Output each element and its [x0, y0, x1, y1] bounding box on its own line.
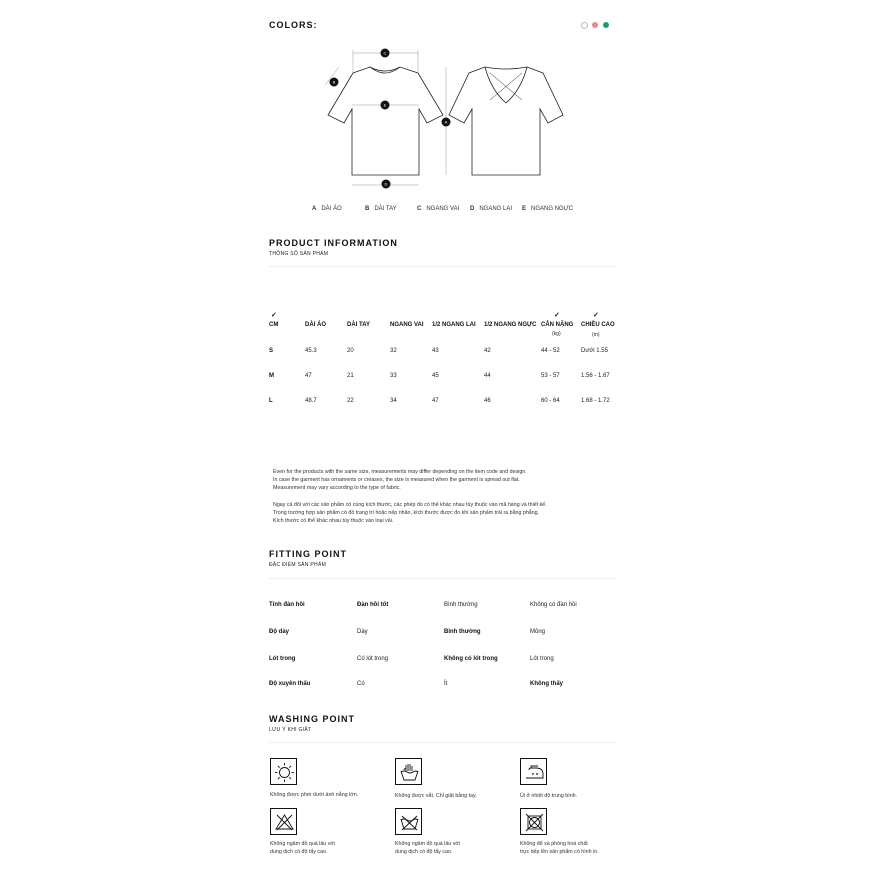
no-chemical-icon [520, 808, 547, 835]
fitting-label: Lót trong [269, 656, 296, 662]
fitting-label: Độ dày [269, 629, 290, 635]
size-label: M [269, 373, 274, 379]
wash-text: Không để xà phòng hoá chất trực tiếp lên sản phẩm có hình in. [520, 841, 599, 855]
marker-e: E [383, 102, 387, 108]
no-sun-dry-icon [270, 758, 297, 785]
front-tshirt [328, 67, 443, 175]
product-info-subtitle: THÔNG SỐ SẢN PHẨM [269, 251, 329, 257]
size-table-header: DÀI ÁO [305, 322, 326, 328]
fitting-option: Ít [444, 681, 448, 687]
size-value: 43 [432, 348, 439, 354]
size-value: 44 - 52 [541, 348, 560, 354]
fitting-subtitle: ĐẶC ĐIỂM SẢN PHẨM [269, 562, 327, 568]
size-value: 34 [390, 398, 397, 404]
back-tshirt [449, 67, 563, 175]
legend-a: A DÀI ÁO [312, 206, 342, 212]
fitting-option-selected: Đàn hồi tốt [357, 602, 389, 608]
color-swatch-white[interactable] [581, 22, 588, 29]
size-value: 60 - 64 [541, 398, 560, 404]
size-table-header: CÂN NẶNG [541, 322, 574, 328]
wash-text: Không được phơi dưới ánh nắng lớn. [270, 792, 359, 798]
color-swatch-pink[interactable] [592, 22, 598, 28]
size-value: 20 [347, 348, 354, 354]
fitting-option: Mỏng [530, 629, 546, 635]
wash-text: Không ngâm đồ quá lâu với dung dịch có độ tẩy cao. [270, 841, 336, 855]
size-value: 53 - 57 [541, 373, 560, 379]
marker-d: D [384, 181, 388, 187]
wash-text: Không được vắt. Chỉ giặt bằng tay. [395, 793, 477, 799]
size-value: 1.68 - 1.72 [581, 398, 610, 404]
legend-d: D NGANG LAI [470, 206, 513, 212]
product-info-title: PRODUCT INFORMATION [269, 238, 398, 248]
legend-b: B DÀI TAY [365, 206, 397, 212]
hand-wash-icon [395, 758, 422, 785]
marker-b: B [332, 79, 336, 85]
fitting-option: Dày [357, 629, 368, 635]
size-value: 46 [484, 398, 491, 404]
check-icon: ✓ [593, 312, 599, 319]
washing-subtitle: LƯU Ý KHI GIẶT [269, 727, 312, 733]
check-icon: ✓ [554, 312, 560, 319]
fitting-option: Bình thường [444, 602, 478, 608]
size-label: S [269, 348, 274, 354]
fitting-option-selected: Không thấy [530, 681, 563, 687]
legend-c: C NGANG VAI [417, 206, 460, 212]
size-table-header: 1/2 NGANG NGỰC [484, 322, 537, 328]
color-swatch-green[interactable] [603, 22, 609, 28]
fitting-label: Tính đàn hồi [269, 602, 305, 608]
size-value: 44 [484, 373, 491, 379]
measurement-note-vi: Ngay cả đối với các sản phẩm có cùng kích thước, các phép đo có thể khác nhau tùy thuộc vào mã hàng và thiết kế. Trong trường hợp sản phẩm có đồ trang trí hoặc nếp nhăn, kích thước được đo khi sản phẩm trải ra bằng phẳng. Kích thước có thể khác nhau tùy thuộc vào loại vải. [273, 502, 547, 524]
weight-unit: (kg) [552, 331, 561, 337]
size-value: 33 [390, 373, 397, 379]
marker-c: C [383, 50, 387, 56]
size-label: L [269, 398, 273, 404]
size-value: 22 [347, 398, 354, 404]
size-value: Dưới 1.55 [581, 348, 608, 354]
wash-text: Ủi ở nhiệt độ trung bình. [520, 793, 578, 799]
no-bleach-icon [270, 808, 297, 835]
size-table-header: CHIỀU CAO [581, 322, 615, 328]
iron-medium-icon [520, 758, 547, 785]
fitting-option: Có [357, 681, 365, 687]
size-value: 47 [305, 373, 312, 379]
size-value: 42 [484, 348, 491, 354]
size-value: 32 [390, 348, 397, 354]
fitting-option-selected: Bình thường [444, 629, 481, 635]
size-table-header: NGANG VAI [390, 322, 424, 328]
size-value: 45.3 [305, 348, 317, 354]
fitting-title: FITTING POINT [269, 549, 347, 559]
size-value: 47 [432, 398, 439, 404]
measurement-note-en: Even for the products with the same size, measurements may differ depending on the item code and design. In case the garment has ornaments or creases, the size is measured when the garment is spread out flat. Measurement may vary according to the type of fabric. [273, 469, 527, 491]
washing-title: WASHING POINT [269, 714, 356, 724]
fitting-label: Độ xuyên thấu [269, 681, 311, 687]
check-icon: ✓ [271, 312, 277, 319]
size-value: 48.7 [305, 398, 317, 404]
height-unit: (m) [592, 332, 600, 338]
size-table-header: 1/2 NGANG LAI [432, 322, 476, 328]
fitting-option: Không có đàn hồi [530, 602, 577, 608]
no-soak-icon [395, 808, 422, 835]
legend-e: E NGANG NGỰC [522, 206, 574, 212]
size-value: 21 [347, 373, 354, 379]
fitting-option: Có lót trong [357, 656, 389, 662]
measurement-diagram [315, 45, 575, 195]
wash-text: Không ngâm đồ quá lâu với dung dịch có độ tẩy cao. [395, 841, 461, 855]
colors-label: COLORS: [269, 20, 318, 30]
marker-a: A [444, 119, 448, 125]
fitting-option-selected: Không có lót trong [444, 656, 498, 662]
size-value: 1.56 - 1.67 [581, 373, 610, 379]
size-value: 45 [432, 373, 439, 379]
size-table-header: CM [269, 322, 279, 328]
fitting-option: Lót trong [530, 656, 554, 662]
size-table-header: DÀI TAY [347, 322, 371, 328]
